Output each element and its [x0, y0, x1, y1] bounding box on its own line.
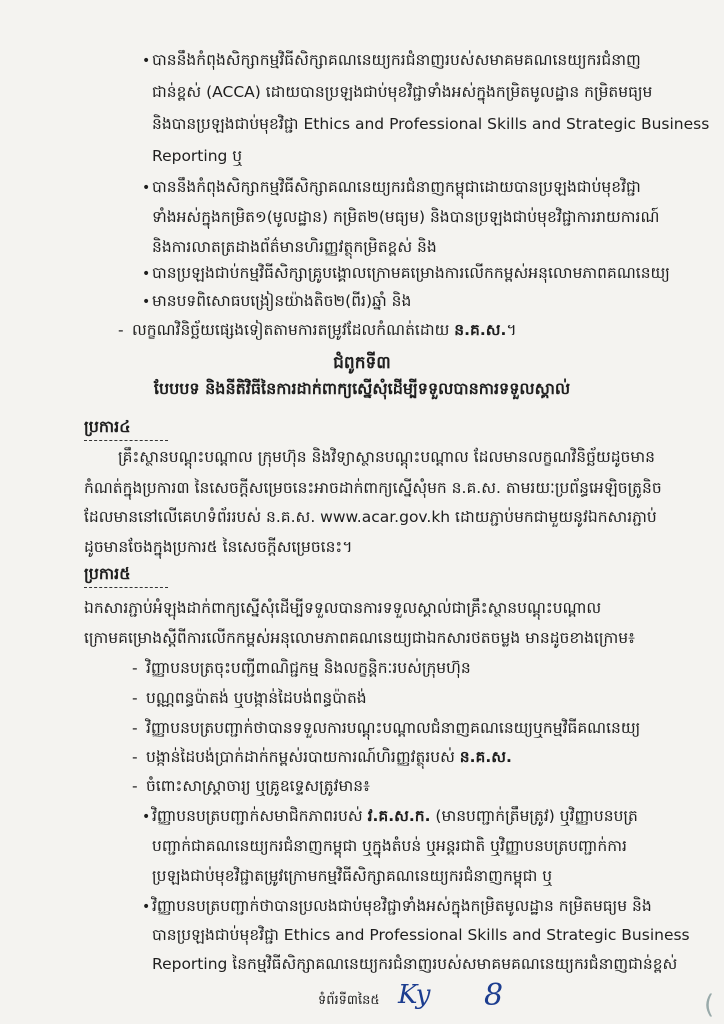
dash-icon: -: [118, 321, 124, 339]
dash-icon: -: [132, 659, 138, 677]
dash-icon: -: [132, 689, 138, 707]
bullet-icon: •: [142, 266, 151, 282]
bullet-acca-line-4: Reporting ឬ: [152, 147, 243, 165]
handwritten-initials: Ky: [398, 980, 431, 1010]
sub-bullet-membership-line-1: • វិញ្ញាបនបត្របញ្ជាក់សមាជិកភាពរបស់ វ.គ.ស.ក. (មានបញ្ជាក់ត្រឹមត្រូវ) ឬវិញ្ញាបនបត្រ: [142, 807, 638, 825]
bullet-icon: •: [142, 809, 151, 825]
article-4-underline: [84, 440, 168, 442]
bullet-icon: •: [142, 53, 151, 69]
sub-bullet-acca-exams-line-1: • វិញ្ញាបនបត្របញ្ជាក់ថាបានប្រលងជាប់មុខវិជ្ជាទាំងអស់ក្នុងកម្រិតមូលដ្ឋាន កម្រិតមធ្យម និង: [142, 897, 652, 915]
sub-bullet-membership-line-2: បញ្ជាក់ជាគណនេយ្យករជំនាញកម្ពុជា ឬក្នុងតំបន់ ឬអន្តរជាតិ ឬវិញ្ញាបនបត្របញ្ជាក់ការ: [152, 837, 627, 855]
bullet-icon: •: [142, 180, 151, 196]
article-4-line-3: ដែលមាននៅលើគេហទំព័ររបស់ ន.គ.ស. www.acar.gov.kh ដោយភ្ជាប់មកជាមួយនូវឯកសារភ្ជាប់: [84, 508, 657, 526]
dash-business-registration: - វិញ្ញាបនបត្រចុះបញ្ជីពាណិជ្ជកម្ម និងលក្ខន្តិកៈរបស់ក្រុមហ៊ុន: [132, 659, 471, 677]
sub-bullet-acca-exams-line-2: បានប្រឡងជាប់មុខវិជ្ជា Ethics and Professional Skills and Strategic Business: [152, 926, 690, 944]
sub-bullet-membership-line-3: ប្រឡងជាប់មុខវិជ្ជាតម្រូវក្រោមកម្មវិធីសិក្សាគណនេយ្យករជំនាញកម្ពុជា ឬ: [152, 867, 553, 885]
chapter-title: ជំពូកទី៣: [333, 353, 391, 373]
dash-icon: -: [132, 719, 138, 737]
bullet-acca-line-3: និងបានប្រឡងជាប់មុខវិជ្ជា Ethics and Professional Skills and Strategic Business: [152, 115, 710, 133]
handwritten-mark: 8: [484, 978, 504, 1013]
bullet-teaching-experience: • មានបទពិសោធបង្រៀនយ៉ាងតិច២(ពីរ)ឆ្នាំ និង: [142, 292, 412, 310]
bullet-acca-line-2: ជាន់ខ្ពស់ (ACCA) ដោយបានប្រឡងជាប់មុខវិជ្ជាទាំងអស់ក្នុងកម្រិតមូលដ្ឋាន កម្រិតមធ្យម: [152, 83, 653, 101]
article-5-line-2: ក្រោមគម្រោងស្តីពីការលើកកម្ពស់អនុលោមភាពគណនេយ្យជាឯកសារថតចម្លង មានដូចខាងក្រោម៖: [84, 629, 635, 647]
dash-other-criteria: - លក្ខណវិនិច្ឆ័យផ្សេងទៀតតាមការតម្រូវដែលកំណត់ដោយ ន.គ.ស.។: [118, 321, 517, 339]
article-5-underline: [84, 587, 168, 589]
dash-training-certificate: - វិញ្ញាបនបត្របញ្ជាក់ថាបានទទួលការបណ្តុះបណ្តាលជំនាញគណនេយ្យឬកម្មវិធីគណនេយ្យ: [132, 719, 641, 737]
dash-fee-receipt: - បង្កាន់ដៃបង់ប្រាក់ដាក់កម្ពស់របាយការណ៍ហិរញ្ញវត្ថុរបស់ ន.គ.ស.: [132, 748, 512, 766]
article-4-line-4: ដូចមានចែងក្នុងប្រការ៥ នៃសេចក្តីសម្រេចនេះ។: [84, 538, 353, 556]
chapter-subtitle: បែបបទ និងនីតិវិធីនៃការដាក់ពាក្យស្នើសុំដើម្បីទទួលបានការទទួលស្គាល់: [153, 379, 571, 398]
dash-patent-tax: - បណ្ណពន្ធប៉ាតង់ ឬបង្កាន់ដៃបង់ពន្ធប៉ាតង់: [132, 689, 367, 707]
article-4-line-1: គ្រឹះស្ថានបណ្តុះបណ្តាល ក្រុមហ៊ុន និងវិទ្យាស្ថានបណ្តុះបណ្តាល ដែលមានលក្ខណវិនិច្ឆ័យដូចមាន: [118, 448, 655, 466]
dash-icon: -: [132, 777, 138, 795]
article-4-line-2: កំណត់ក្នុងប្រការ៣ នៃសេចក្តីសម្រេចនេះអាចដាក់ពាក្យស្នើសុំមក ន.គ.ស. តាមរយៈប្រព័ន្ធអេឡិចត្រូនិច: [84, 479, 662, 497]
bullet-cpa-line-1: • បាននឹងកំពុងសិក្សាកម្មវិធីសិក្សាគណនេយ្យករជំនាញកម្ពុជាដោយបានប្រឡងជាប់មុខវិជ្ជា: [142, 178, 641, 196]
article-4-heading: ប្រការ៤: [84, 417, 131, 436]
dash-lecturer-requirements: - ចំពោះសាស្ត្រាចារ្យ ឬគ្រូឧទ្ទេសត្រូវមាន៖: [132, 777, 370, 795]
article-5-heading: ប្រការ៥: [84, 564, 131, 583]
bullet-master-trainer: • បានប្រឡងជាប់កម្មវិធីសិក្សាគ្រូបង្គោលក្រោមគម្រោងការលើកកម្ពស់អនុលោមភាពគណនេយ្យ: [142, 264, 670, 282]
bullet-icon: •: [142, 899, 151, 915]
margin-mark: (: [704, 990, 715, 1020]
bullet-cpa-line-2: ទាំងអស់ក្នុងកម្រិត១(មូលដ្ឋាន) កម្រិត២(មធ្យម) និងបានប្រឡងជាប់មុខវិជ្ជាការរាយការណ៍: [152, 208, 660, 226]
page-number: ទំព័រទី៣នៃ៥: [318, 993, 380, 1008]
bullet-acca-line-1: • បាននឹងកំពុងសិក្សាកម្មវិធីសិក្សាគណនេយ្យករជំនាញរបស់សមាគមគណនេយ្យករជំនាញ: [142, 51, 641, 69]
dash-icon: -: [132, 748, 138, 766]
bullet-icon: •: [142, 294, 151, 310]
bullet-cpa-line-3: និងការលាតត្រដាងព័ត៌មានហិរញ្ញវត្ថុកម្រិតខ្ពស់ និង: [152, 238, 437, 256]
article-5-line-1: ឯកសារភ្ជាប់អំឡុងដាក់ពាក្យស្នើសុំដើម្បីទទួលបានការទទួលស្គាល់ជាគ្រឹះស្ថានបណ្តុះបណ្តាល: [84, 599, 602, 617]
sub-bullet-acca-exams-line-3: Reporting នៃកម្មវិធីសិក្សាគណនេយ្យករជំនាញរបស់សមាគមគណនេយ្យករជំនាញជាន់ខ្ពស់: [152, 955, 678, 973]
